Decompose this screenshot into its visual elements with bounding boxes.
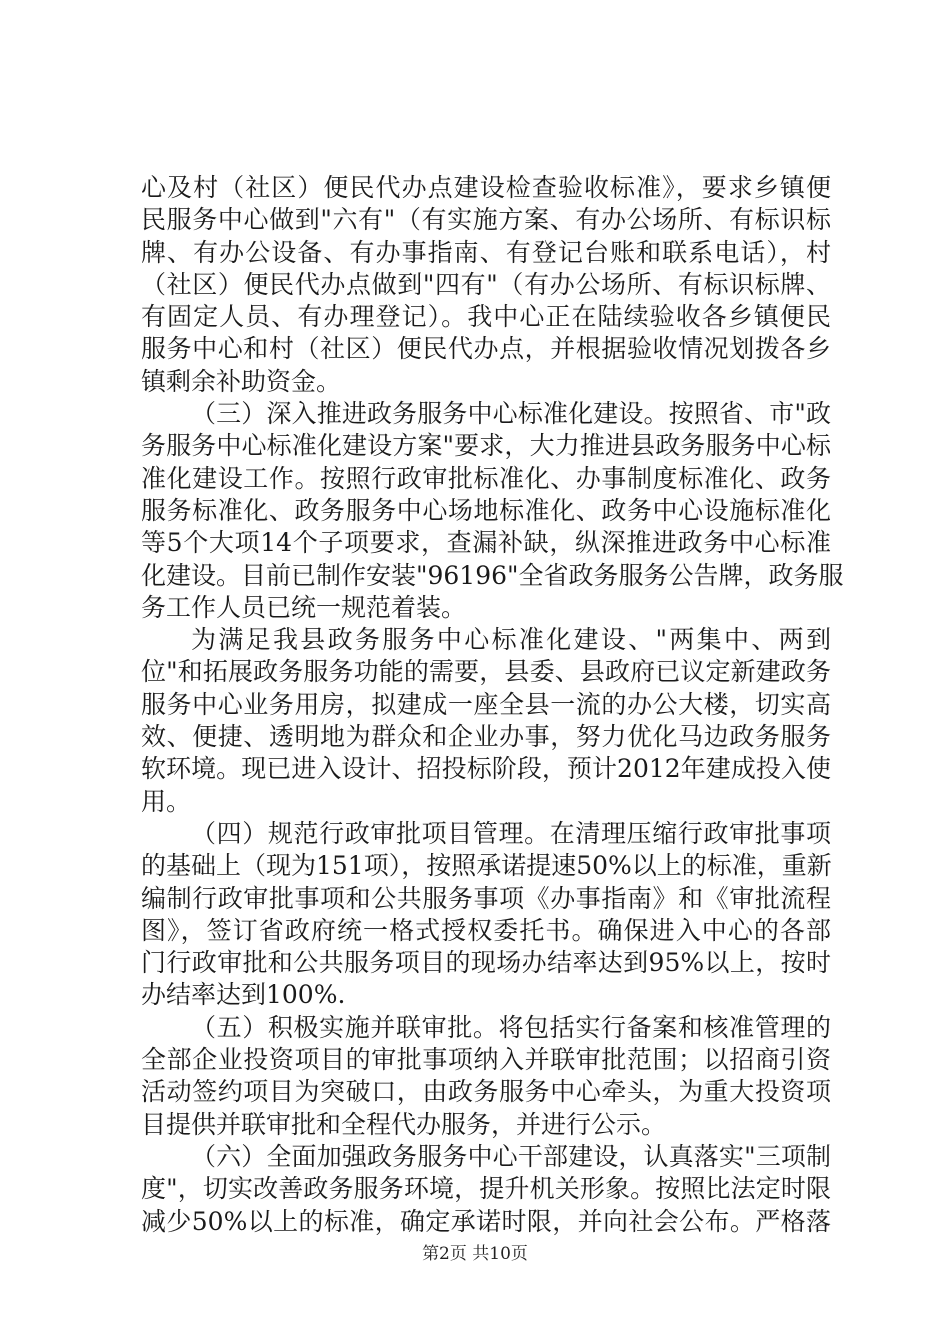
text-line: 图》，签订省政府统一格式授权委托书。确保进入中心的各部 (141, 915, 831, 945)
document-body (141, 172, 844, 1238)
text-line: 等5个大项14个子项要求，查漏补缺，纵深推进政务中心标准 (141, 528, 831, 558)
text-line: 服务中心业务用房，拟建成一座全县一流的办公大楼，切实高 (141, 689, 831, 719)
text-line: 用。 (141, 786, 192, 816)
text-line: （三）深入推进政务服务中心标准化建设。按照省、市"政 (191, 399, 831, 429)
text-line: 服务标准化、政务服务中心场地标准化、政务中心设施标准化 (141, 495, 831, 525)
paragraph (141, 818, 831, 1012)
text-line: 民服务中心做到"六有"（有实施方案、有办公场所、有标识标 (141, 205, 831, 235)
text-line: 为满足我县政务服务中心标准化建设、"两集中、两到 (191, 625, 831, 655)
text-line: 目提供并联审批和全程代办服务，并进行公示。 (141, 1109, 667, 1139)
text-line: 效、便捷、透明地为群众和企业办事，努力优化马边政务服务 (141, 722, 831, 752)
text-line: （社区）便民代办点做到"四有"（有办公场所、有标识标牌、 (141, 269, 831, 299)
text-line: （六）全面加强政务服务中心干部建设，认真落实"三项制 (191, 1141, 831, 1171)
paragraph (141, 624, 831, 818)
text-line: 编制行政审批事项和公共服务事项《办事指南》和《审批流程 (141, 883, 831, 913)
text-line: （五）积极实施并联审批。将包括实行备案和核准管理的 (191, 1012, 831, 1042)
text-line: 镇剩余补助资金。 (141, 366, 342, 396)
text-line: （四）规范行政审批项目管理。在清理压缩行政审批事项 (191, 818, 831, 848)
text-line: 有固定人员、有办理登记）。我中心正在陆续验收各乡镇便民 (141, 302, 831, 332)
text-line: 化建设。目前已制作安装"96196"全省政务服务公告牌，政务服 (141, 560, 844, 590)
text-line: 准化建设工作。按照行政审批标准化、办事制度标准化、政务 (141, 463, 831, 493)
paragraph (141, 398, 844, 624)
text-line: 度"，切实改善政务服务环境，提升机关形象。按照比法定时限 (141, 1174, 831, 1204)
text-line: 牌、有办公设备、有办事指南、有登记台账和联系电话），村 (141, 237, 831, 267)
text-line: 的基础上（现为151项），按照承诺提速50%以上的标准，重新 (141, 851, 832, 881)
text-line: 服务中心和村（社区）便民代办点，并根据验收情况划拨各乡 (141, 334, 831, 364)
text-line: 心及村（社区）便民代办点建设检查验收标准》，要求乡镇便 (141, 173, 831, 202)
paragraph (141, 1012, 831, 1141)
text-line: 办结率达到100%. (141, 980, 346, 1010)
text-line: 务工作人员已统一规范着装。 (141, 592, 467, 622)
text-line: 务服务中心标准化建设方案"要求，大力推进县政务服务中心标 (141, 431, 831, 461)
text-line: 全部企业投资项目的审批事项纳入并联审批范围；以招商引资 (141, 1045, 831, 1075)
page-footer: 第2页 共10页 (422, 1244, 528, 1264)
text-line: 位"和拓展政务服务功能的需要，县委、县政府已议定新建政务 (141, 657, 831, 687)
paragraph (141, 172, 831, 398)
paragraph (141, 1141, 831, 1238)
text-line: 活动签约项目为突破口，由政务服务中心牵头，为重大投资项 (141, 1077, 831, 1107)
text-line: 减少50%以上的标准，确定承诺时限，并向社会公布。严格落 (141, 1206, 831, 1236)
text-line: 门行政审批和公共服务项目的现场办结率达到95%以上，按时 (141, 948, 831, 978)
text-line: 软环境。现已进入设计、招投标阶段，预计2012年建成投入使 (141, 754, 831, 784)
